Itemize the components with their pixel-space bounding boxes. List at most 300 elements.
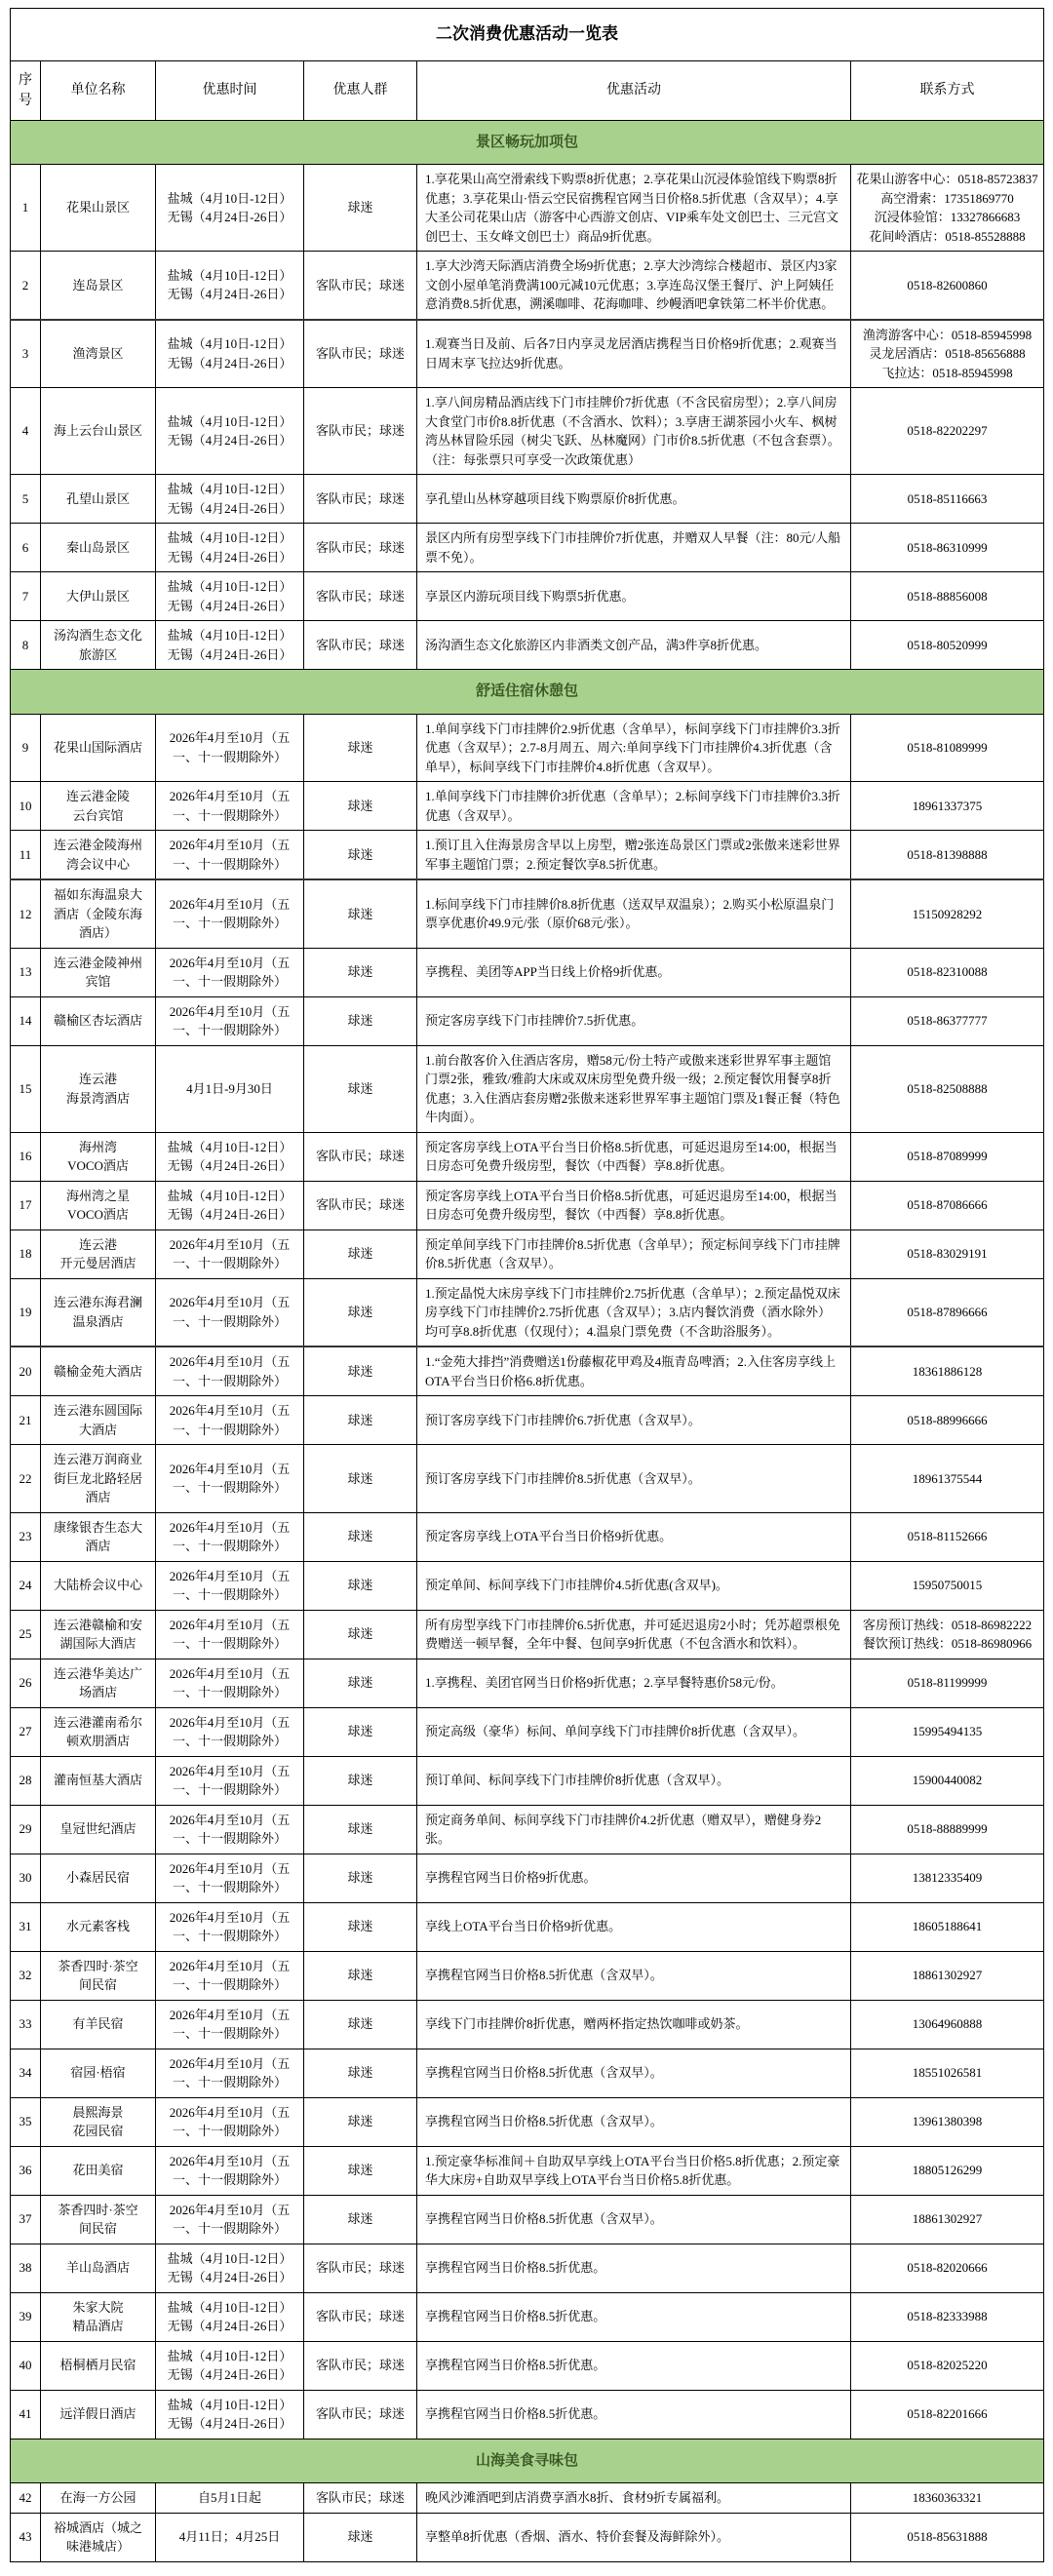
unit-name: 康缘银杏生态大 酒店: [41, 1512, 156, 1561]
discount-activity: 预定客房享线上OTA平台当日价格8.5折优惠，可延迟退房至14:00，根据当日房态可免费升级房型，餐饮（中西餐）享8.8折优惠。: [417, 1181, 851, 1229]
discount-activity: 预定客房享线上OTA平台当日价格8.5折优惠，可延迟退房至14:00，根据当日房态可免费升级房型，餐饮（中西餐）享8.8折优惠。: [417, 1132, 851, 1181]
page-title: 二次消费优惠活动一览表: [11, 9, 1044, 61]
discount-time: 盐城（4月10日-12日） 无锡（4月24日-26日）: [156, 2390, 304, 2439]
column-header: 优惠活动: [417, 60, 851, 120]
row-number: 34: [11, 2049, 41, 2097]
unit-name: 连云港 海景湾酒店: [41, 1045, 156, 1132]
discount-activity: 享携程官网当日价格8.5折优惠（含双早）。: [417, 2049, 851, 2097]
discount-group: 球迷: [304, 782, 417, 831]
row-number: 1: [11, 165, 41, 252]
row-number: 9: [11, 714, 41, 782]
contact-info: 15900440082: [851, 1756, 1044, 1805]
row-number: 4: [11, 388, 41, 475]
contact-info: 0518-86377777: [851, 996, 1044, 1045]
discount-activity: 享携程官网当日价格8.5折优惠（含双早）。: [417, 2195, 851, 2244]
row-number: 5: [11, 475, 41, 524]
unit-name: 花果山景区: [41, 165, 156, 252]
discount-group: 球迷: [304, 1045, 417, 1132]
contact-info: 0518-88889999: [851, 1805, 1044, 1854]
contact-info: 15150928292: [851, 879, 1044, 948]
discount-time: 2026年4月至10月（五一、十一假期除外）: [156, 1278, 304, 1347]
discount-time: 2026年4月至10月（五一、十一假期除外）: [156, 1610, 304, 1659]
table-row: [11, 1805, 1044, 1854]
discount-time: 2026年4月至10月（五一、十一假期除外）: [156, 1347, 304, 1396]
contact-info: 0518-81089999: [851, 714, 1044, 782]
discount-time: 2026年4月至10月（五一、十一假期除外）: [156, 782, 304, 831]
discount-activity: 预定单间享线下门市挂牌价8.5折优惠（含单早）；预定标间享线下门市挂牌价8.5折优惠（含双早）。: [417, 1229, 851, 1278]
unit-name: 晨熙海景 花园民宿: [41, 2097, 156, 2146]
unit-name: 茶香四时·茶空 间民宿: [41, 1951, 156, 2000]
table-row: [11, 714, 1044, 782]
row-number: 17: [11, 1181, 41, 1229]
table-row: [11, 2390, 1044, 2439]
contact-info: 13961380398: [851, 2097, 1044, 2146]
discount-time: 盐城（4月10日-12日） 无锡（4月24日-26日）: [156, 320, 304, 388]
discount-table: [10, 8, 1044, 2562]
discount-group: 球迷: [304, 1610, 417, 1659]
row-number: 10: [11, 782, 41, 831]
discount-time: 盐城（4月10日-12日） 无锡（4月24日-26日）: [156, 621, 304, 670]
header-row: [11, 60, 1044, 120]
table-row: [11, 1610, 1044, 1659]
row-number: 3: [11, 320, 41, 388]
contact-info: 0518-81199999: [851, 1659, 1044, 1707]
table-row: [11, 2483, 1044, 2514]
discount-time: 2026年4月至10月（五一、十一假期除外）: [156, 948, 304, 996]
discount-time: 2026年4月至10月（五一、十一假期除外）: [156, 2097, 304, 2146]
discount-activity: 所有房型享线下门市挂牌价6.5折优惠，并可延迟退房2小时；凭苏超票根免费赠送一顿早餐，全年中餐、包间享9折优惠（不包含酒水和饮料）。: [417, 1610, 851, 1659]
unit-name: 花田美宿: [41, 2146, 156, 2195]
discount-group: 客队市民；球迷: [304, 572, 417, 621]
discount-time: 盐城（4月10日-12日） 无锡（4月24日-26日）: [156, 388, 304, 475]
section-header: 舒适住宿休憩包: [11, 670, 1044, 715]
row-number: 33: [11, 2000, 41, 2049]
contact-info: 18360363321: [851, 2483, 1044, 2514]
title-row: [11, 9, 1044, 61]
column-header: 单位名称: [41, 60, 156, 120]
unit-name: 连云港华美达广 场酒店: [41, 1659, 156, 1707]
unit-name: 秦山岛景区: [41, 524, 156, 572]
discount-time: 盐城（4月10日-12日） 无锡（4月24日-26日）: [156, 524, 304, 572]
discount-time: 盐城（4月10日-12日） 无锡（4月24日-26日）: [156, 252, 304, 320]
discount-activity: 预定单间、标间享线下门市挂牌价4.5折优惠(含双早)。: [417, 1561, 851, 1610]
contact-info: 0518-82508888: [851, 1045, 1044, 1132]
discount-group: 球迷: [304, 1347, 417, 1396]
discount-group: 球迷: [304, 1707, 417, 1756]
row-number: 6: [11, 524, 41, 572]
unit-name: 羊山岛酒店: [41, 2244, 156, 2292]
row-number: 35: [11, 2097, 41, 2146]
discount-activity: 预订单间、标间享线下门市挂牌价8折优惠（含双早）。: [417, 1756, 851, 1805]
discount-time: 盐城（4月10日-12日） 无锡（4月24日-26日）: [156, 165, 304, 252]
unit-name: 连云港赣榆和安 湖国际大酒店: [41, 1610, 156, 1659]
discount-group: 球迷: [304, 714, 417, 782]
discount-group: 球迷: [304, 1229, 417, 1278]
table-body: [11, 9, 1044, 2562]
row-number: 38: [11, 2244, 41, 2292]
row-number: 23: [11, 1512, 41, 1561]
discount-group: 球迷: [304, 879, 417, 948]
table-row: [11, 2195, 1044, 2244]
table-row: [11, 1707, 1044, 1756]
table-row: [11, 572, 1044, 621]
column-header: 联系方式: [851, 60, 1044, 120]
row-number: 2: [11, 252, 41, 320]
discount-activity: 预订客房享线下门市挂牌价6.7折优惠（含双早）。: [417, 1396, 851, 1445]
contact-info: 0518-87086666: [851, 1181, 1044, 1229]
row-number: 29: [11, 1805, 41, 1854]
table-row: [11, 1229, 1044, 1278]
row-number: 11: [11, 831, 41, 880]
table-row: [11, 879, 1044, 948]
contact-info: 13812335409: [851, 1854, 1044, 1902]
unit-name: 连云港金陵神州 宾馆: [41, 948, 156, 996]
section-row: [11, 670, 1044, 715]
contact-info: 15995494135: [851, 1707, 1044, 1756]
unit-name: 渔湾景区: [41, 320, 156, 388]
contact-info: 0518-88996666: [851, 1396, 1044, 1445]
discount-group: 球迷: [304, 2000, 417, 2049]
contact-info: 18551026581: [851, 2049, 1044, 2097]
contact-info: 0518-87089999: [851, 1132, 1044, 1181]
table-row: [11, 252, 1044, 320]
discount-group: 球迷: [304, 948, 417, 996]
unit-name: 水元素客栈: [41, 1902, 156, 1951]
column-header: 优惠时间: [156, 60, 304, 120]
contact-info: 18805126299: [851, 2146, 1044, 2195]
table-row: [11, 831, 1044, 880]
contact-info: 0518-87896666: [851, 1278, 1044, 1347]
unit-name: 朱家大院 精品酒店: [41, 2292, 156, 2341]
contact-info: 0518-81398888: [851, 831, 1044, 880]
discount-time: 2026年4月至10月（五一、十一假期除外）: [156, 996, 304, 1045]
contact-info: 0518-82600860: [851, 252, 1044, 320]
contact-info: 0518-82025220: [851, 2341, 1044, 2390]
discount-group: 客队市民；球迷: [304, 621, 417, 670]
contact-info: 花果山游客中心：0518-85723837 高空滑索：17351869770 沉浸体验馆：13327866683 花间岭酒店：0518-85528888: [851, 165, 1044, 252]
discount-time: 2026年4月至10月（五一、十一假期除外）: [156, 2195, 304, 2244]
table-row: [11, 2049, 1044, 2097]
discount-time: 2026年4月至10月（五一、十一假期除外）: [156, 1229, 304, 1278]
unit-name: 远洋假日酒店: [41, 2390, 156, 2439]
unit-name: 海州湾之星 VOCO酒店: [41, 1181, 156, 1229]
unit-name: 茶香四时·茶空 间民宿: [41, 2195, 156, 2244]
unit-name: 连云港灌南希尔 顿欢朋酒店: [41, 1707, 156, 1756]
discount-group: 客队市民；球迷: [304, 475, 417, 524]
discount-time: 2026年4月至10月（五一、十一假期除外）: [156, 1561, 304, 1610]
unit-name: 灌南恒基大酒店: [41, 1756, 156, 1805]
unit-name: 海上云台山景区: [41, 388, 156, 475]
contact-info: 0518-83029191: [851, 1229, 1044, 1278]
table-row: [11, 388, 1044, 475]
discount-group: 客队市民；球迷: [304, 388, 417, 475]
discount-time: 2026年4月至10月（五一、十一假期除外）: [156, 1756, 304, 1805]
discount-activity: 1.预定豪华标准间＋自助双早享线上OTA平台当日价格5.8折优惠；2.预定豪华大床房+自助双早享线上OTA平台当日价格5.8折优惠。: [417, 2146, 851, 2195]
discount-activity: 享携程官网当日价格8.5折优惠。: [417, 2244, 851, 2292]
unit-name: 福如东海温泉大 酒店（金陵东海 酒店）: [41, 879, 156, 948]
discount-group: 球迷: [304, 996, 417, 1045]
unit-name: 花果山国际酒店: [41, 714, 156, 782]
discount-group: 球迷: [304, 1805, 417, 1854]
section-header: 景区畅玩加项包: [11, 120, 1044, 165]
table-row: [11, 1659, 1044, 1707]
contact-info: 0518-80520999: [851, 621, 1044, 670]
contact-info: 0518-82201666: [851, 2390, 1044, 2439]
contact-info: 渔湾游客中心：0518-85945998 灵龙居酒店：0518-85656888 飞拉达：0518-85945998: [851, 320, 1044, 388]
discount-time: 2026年4月至10月（五一、十一假期除外）: [156, 2000, 304, 2049]
unit-name: 连云港东圆国际 大酒店: [41, 1396, 156, 1445]
discount-activity: 1.预定晶悦大床房享线下门市挂牌价2.75折优惠（含单早）；2.预定晶悦双床房享线下门市挂牌价2.75折优惠（含双早）；3.店内餐饮消费（酒水除外）均可享8.8折优惠（仅现付）；4.温泉门票免费（不含助浴服务）。: [417, 1278, 851, 1347]
contact-info: 18605188641: [851, 1902, 1044, 1951]
table-row: [11, 2146, 1044, 2195]
discount-time: 自5月1日起: [156, 2483, 304, 2514]
table-row: [11, 2244, 1044, 2292]
unit-name: 皇冠世纪酒店: [41, 1805, 156, 1854]
unit-name: 连岛景区: [41, 252, 156, 320]
row-number: 28: [11, 1756, 41, 1805]
unit-name: 宿园·梧宿: [41, 2049, 156, 2097]
discount-group: 客队市民；球迷: [304, 2483, 417, 2514]
column-header: 序号: [11, 60, 41, 120]
unit-name: 汤沟酒生态文化 旅游区: [41, 621, 156, 670]
discount-activity: 1.前台散客价入住酒店客房，赠58元/份土特产或傲来迷彩世界军事主题馆门票2张，雅致/雅韵大床或双床房型免费升级一级；2.预定餐饮用餐享8折优惠；3.入住酒店套房赠2张傲来迷彩世界军事主题馆门票及1餐正餐（特色牛肉面）。: [417, 1045, 851, 1132]
row-number: 13: [11, 948, 41, 996]
discount-group: 球迷: [304, 1902, 417, 1951]
unit-name: 大伊山景区: [41, 572, 156, 621]
table-row: [11, 165, 1044, 252]
discount-group: 球迷: [304, 1278, 417, 1347]
discount-group: 客队市民；球迷: [304, 1132, 417, 1181]
table-row: [11, 621, 1044, 670]
table-row: [11, 2513, 1044, 2561]
unit-name: 大陆桥会议中心: [41, 1561, 156, 1610]
discount-group: 球迷: [304, 1512, 417, 1561]
discount-group: 球迷: [304, 1561, 417, 1610]
row-number: 26: [11, 1659, 41, 1707]
discount-time: 盐城（4月10日-12日） 无锡（4月24日-26日）: [156, 2244, 304, 2292]
discount-time: 盐城（4月10日-12日） 无锡（4月24日-26日）: [156, 1181, 304, 1229]
section-row: [11, 2439, 1044, 2483]
discount-activity: 享携程官网当日价格8.5折优惠（含双早）。: [417, 1951, 851, 2000]
row-number: 22: [11, 1445, 41, 1513]
contact-info: 0518-82202297: [851, 388, 1044, 475]
discount-time: 盐城（4月10日-12日） 无锡（4月24日-26日）: [156, 1132, 304, 1181]
table-row: [11, 2292, 1044, 2341]
row-number: 39: [11, 2292, 41, 2341]
discount-activity: 享携程、美团等APP当日线上价格9折优惠。: [417, 948, 851, 996]
contact-info: 0518-86310999: [851, 524, 1044, 572]
discount-activity: 1.观赛当日及前、后各7日内享灵龙居酒店携程当日价格9折优惠；2.观赛当日周末享飞拉达9折优惠。: [417, 320, 851, 388]
contact-info: 客房预订热线：0518-86982222 餐饮预订热线：0518-86980966: [851, 1610, 1044, 1659]
discount-activity: 景区内所有房型享线下门市挂牌价7折优惠，并赠双人早餐（注：80元/人船票不免）。: [417, 524, 851, 572]
table-row: [11, 1132, 1044, 1181]
discount-time: 2026年4月至10月（五一、十一假期除外）: [156, 1512, 304, 1561]
unit-name: 小森居民宿: [41, 1854, 156, 1902]
discount-time: 2026年4月至10月（五一、十一假期除外）: [156, 1902, 304, 1951]
row-number: 36: [11, 2146, 41, 2195]
row-number: 42: [11, 2483, 41, 2514]
discount-activity: 1.享八间房精品酒店线下门市挂牌价7折优惠（不含民宿房型）；2.享八间房大食堂门市价8.8折优惠（不含酒水、饮料）；3.享唐王湖茶园小火车、枫树湾丛林冒险乐园（树尖飞跃、丛林魔网）门市价8.5折优惠（不包含套票）。（注：每张票只可享受一次政策优惠）: [417, 388, 851, 475]
discount-time: 4月1日-9月30日: [156, 1045, 304, 1132]
discount-time: 盐城（4月10日-12日） 无锡（4月24日-26日）: [156, 572, 304, 621]
table-row: [11, 1756, 1044, 1805]
row-number: 37: [11, 2195, 41, 2244]
discount-time: 2026年4月至10月（五一、十一假期除外）: [156, 1854, 304, 1902]
row-number: 8: [11, 621, 41, 670]
discount-group: 客队市民；球迷: [304, 1181, 417, 1229]
unit-name: 连云港东海君澜 温泉酒店: [41, 1278, 156, 1347]
discount-activity: 1.单间享线下门市挂牌价3折优惠（含单早）；2.标间享线下门市挂牌价3.3折优惠（含双早）。: [417, 782, 851, 831]
table-row: [11, 1902, 1044, 1951]
table-row: [11, 782, 1044, 831]
discount-group: 客队市民；球迷: [304, 320, 417, 388]
discount-time: 2026年4月至10月（五一、十一假期除外）: [156, 1951, 304, 2000]
table-row: [11, 1396, 1044, 1445]
table-row: [11, 475, 1044, 524]
discount-activity: 预定高级（豪华）标间、单间享线下门市挂牌价8折优惠（含双早）。: [417, 1707, 851, 1756]
row-number: 15: [11, 1045, 41, 1132]
discount-activity: 享携程官网当日价格8.5折优惠。: [417, 2390, 851, 2439]
row-number: 32: [11, 1951, 41, 2000]
unit-name: 连云港金陵 云台宾馆: [41, 782, 156, 831]
discount-group: 球迷: [304, 1854, 417, 1902]
row-number: 31: [11, 1902, 41, 1951]
table-row: [11, 2341, 1044, 2390]
discount-time: 2026年4月至10月（五一、十一假期除外）: [156, 879, 304, 948]
unit-name: 赣榆区杏坛酒店: [41, 996, 156, 1045]
discount-group: 球迷: [304, 2097, 417, 2146]
contact-info: 18961375544: [851, 1445, 1044, 1513]
discount-activity: 享线下门市挂牌价8折优惠，赠两杯指定热饮咖啡或奶茶。: [417, 2000, 851, 2049]
discount-group: 球迷: [304, 2195, 417, 2244]
discount-group: 球迷: [304, 165, 417, 252]
discount-activity: 享携程官网当日价格8.5折优惠。: [417, 2341, 851, 2390]
table-row: [11, 948, 1044, 996]
contact-info: 13064960888: [851, 2000, 1044, 2049]
discount-activity: 1.享携程、美团官网当日价格9折优惠；2.享早餐特惠价58元/份。: [417, 1659, 851, 1707]
discount-group: 客队市民；球迷: [304, 2244, 417, 2292]
contact-info: 0518-85631888: [851, 2513, 1044, 2561]
contact-info: 0518-81152666: [851, 1512, 1044, 1561]
discount-activity: 预定商务单间、标间享线下门市挂牌价4.2折优惠（赠双早），赠健身券2张。: [417, 1805, 851, 1854]
discount-activity: 1.标间享线下门市挂牌价8.8折优惠（送双早双温泉）；2.购买小松原温泉门票享优惠价49.9元/张（原价68元/张）。: [417, 879, 851, 948]
unit-name: 连云港金陵海州 湾会议中心: [41, 831, 156, 880]
discount-group: 客队市民；球迷: [304, 2390, 417, 2439]
row-number: 30: [11, 1854, 41, 1902]
discount-time: 2026年4月至10月（五一、十一假期除外）: [156, 1805, 304, 1854]
discount-activity: 享孔望山丛林穿越项目线下购票原价8折优惠。: [417, 475, 851, 524]
discount-group: 球迷: [304, 2513, 417, 2561]
discount-time: 2026年4月至10月（五一、十一假期除外）: [156, 1445, 304, 1513]
discount-group: 球迷: [304, 2146, 417, 2195]
row-number: 41: [11, 2390, 41, 2439]
row-number: 21: [11, 1396, 41, 1445]
discount-activity: 晚风沙滩酒吧到店消费享酒水8折、食材9折专属福利。: [417, 2483, 851, 2514]
contact-info: 15950750015: [851, 1561, 1044, 1610]
discount-group: 客队市民；球迷: [304, 2292, 417, 2341]
discount-group: 球迷: [304, 1396, 417, 1445]
contact-info: 18861302927: [851, 2195, 1044, 2244]
row-number: 14: [11, 996, 41, 1045]
table-row: [11, 524, 1044, 572]
unit-name: 裕城酒店（城之 味港城店）: [41, 2513, 156, 2561]
discount-activity: 享整单8折优惠（香烟、酒水、特价套餐及海鲜除外）。: [417, 2513, 851, 2561]
discount-activity: 预订客房享线下门市挂牌价8.5折优惠（含双早）。: [417, 1445, 851, 1513]
column-header: 优惠人群: [304, 60, 417, 120]
table-row: [11, 1951, 1044, 2000]
table-row: [11, 2000, 1044, 2049]
discount-activity: 预定客房享线上OTA平台当日价格9折优惠。: [417, 1512, 851, 1561]
table-row: [11, 1181, 1044, 1229]
discount-activity: 享景区内游玩项目线下购票5折优惠。: [417, 572, 851, 621]
table-row: [11, 1347, 1044, 1396]
section-row: [11, 120, 1044, 165]
discount-group: 客队市民；球迷: [304, 524, 417, 572]
discount-group: 球迷: [304, 831, 417, 880]
row-number: 20: [11, 1347, 41, 1396]
row-number: 25: [11, 1610, 41, 1659]
discount-activity: 1.“金苑大排挡”消费赠送1份藤椒花甲鸡及4瓶青岛啤酒；2.入住客房享线上OTA平台当日价格6.8折优惠。: [417, 1347, 851, 1396]
discount-group: 球迷: [304, 1756, 417, 1805]
discount-time: 2026年4月至10月（五一、十一假期除外）: [156, 831, 304, 880]
discount-activity: 享线上OTA平台当日价格9折优惠。: [417, 1902, 851, 1951]
row-number: 43: [11, 2513, 41, 2561]
row-number: 12: [11, 879, 41, 948]
discount-time: 2026年4月至10月（五一、十一假期除外）: [156, 1707, 304, 1756]
unit-name: 连云港 开元曼居酒店: [41, 1229, 156, 1278]
discount-time: 2026年4月至10月（五一、十一假期除外）: [156, 1396, 304, 1445]
discount-time: 盐城（4月10日-12日） 无锡（4月24日-26日）: [156, 475, 304, 524]
discount-time: 4月11日；4月25日: [156, 2513, 304, 2561]
table-row: [11, 1278, 1044, 1347]
discount-time: 2026年4月至10月（五一、十一假期除外）: [156, 714, 304, 782]
discount-activity: 汤沟酒生态文化旅游区内非酒类文创产品，满3件享8折优惠。: [417, 621, 851, 670]
contact-info: 18961337375: [851, 782, 1044, 831]
discount-time: 2026年4月至10月（五一、十一假期除外）: [156, 2049, 304, 2097]
table-row: [11, 1512, 1044, 1561]
table-row: [11, 1561, 1044, 1610]
discount-activity: 1.享花果山高空滑索线下购票8折优惠；2.享花果山沉浸体验馆线下购票8折优惠；3.享花果山·悟云空民宿携程官网当日价格8.5折优惠（含双早）；4.享大圣公司花果山店（游客中心西游文创店、VIP乘车处文创巴士、三元宫文创巴士、玉女峰文创巴士）商品9折优惠。: [417, 165, 851, 252]
row-number: 27: [11, 1707, 41, 1756]
discount-time: 2026年4月至10月（五一、十一假期除外）: [156, 2146, 304, 2195]
table-row: [11, 1445, 1044, 1513]
unit-name: 海州湾 VOCO酒店: [41, 1132, 156, 1181]
discount-activity: 预定客房享线下门市挂牌价7.5折优惠。: [417, 996, 851, 1045]
contact-info: 0518-85116663: [851, 475, 1044, 524]
discount-group: 球迷: [304, 1951, 417, 2000]
discount-group: 球迷: [304, 2049, 417, 2097]
discount-activity: 1.单间享线下门市挂牌价2.9折优惠（含单早），标间享线下门市挂牌价3.3折优惠（含双早）；2.7-8月周五、周六:单间享线下门市挂牌价4.3折优惠（含单早），标间享线下门市挂牌价4.8折优惠（含双早）。: [417, 714, 851, 782]
discount-time: 2026年4月至10月（五一、十一假期除外）: [156, 1659, 304, 1707]
row-number: 24: [11, 1561, 41, 1610]
discount-group: 客队市民；球迷: [304, 2341, 417, 2390]
discount-time: 盐城（4月10日-12日） 无锡（4月24日-26日）: [156, 2341, 304, 2390]
contact-info: 18361886128: [851, 1347, 1044, 1396]
discount-group: 客队市民；球迷: [304, 252, 417, 320]
section-header: 山海美食寻味包: [11, 2439, 1044, 2483]
discount-activity: 享携程官网当日价格8.5折优惠（含双早）。: [417, 2097, 851, 2146]
discount-group: 球迷: [304, 1659, 417, 1707]
discount-time: 盐城（4月10日-12日） 无锡（4月24日-26日）: [156, 2292, 304, 2341]
unit-name: 梧桐栖月民宿: [41, 2341, 156, 2390]
contact-info: 18861302927: [851, 1951, 1044, 2000]
table-row: [11, 1045, 1044, 1132]
unit-name: 连云港万润商业 街巨龙北路轻居 酒店: [41, 1445, 156, 1513]
table-row: [11, 996, 1044, 1045]
discount-activity: 享携程官网当日价格8.5折优惠。: [417, 2292, 851, 2341]
discount-activity: 1.享大沙湾天际酒店消费全场9折优惠；2.享大沙湾综合楼超市、景区内3家文创小屋单笔消费满100元减10元优惠；3.享连岛汉堡王餐厅、沪上阿姨任意消费8.5折优惠，溯溪咖啡、花海咖啡、纱幔酒吧拿铁第二杯半价优惠。: [417, 252, 851, 320]
table-row: [11, 2097, 1044, 2146]
